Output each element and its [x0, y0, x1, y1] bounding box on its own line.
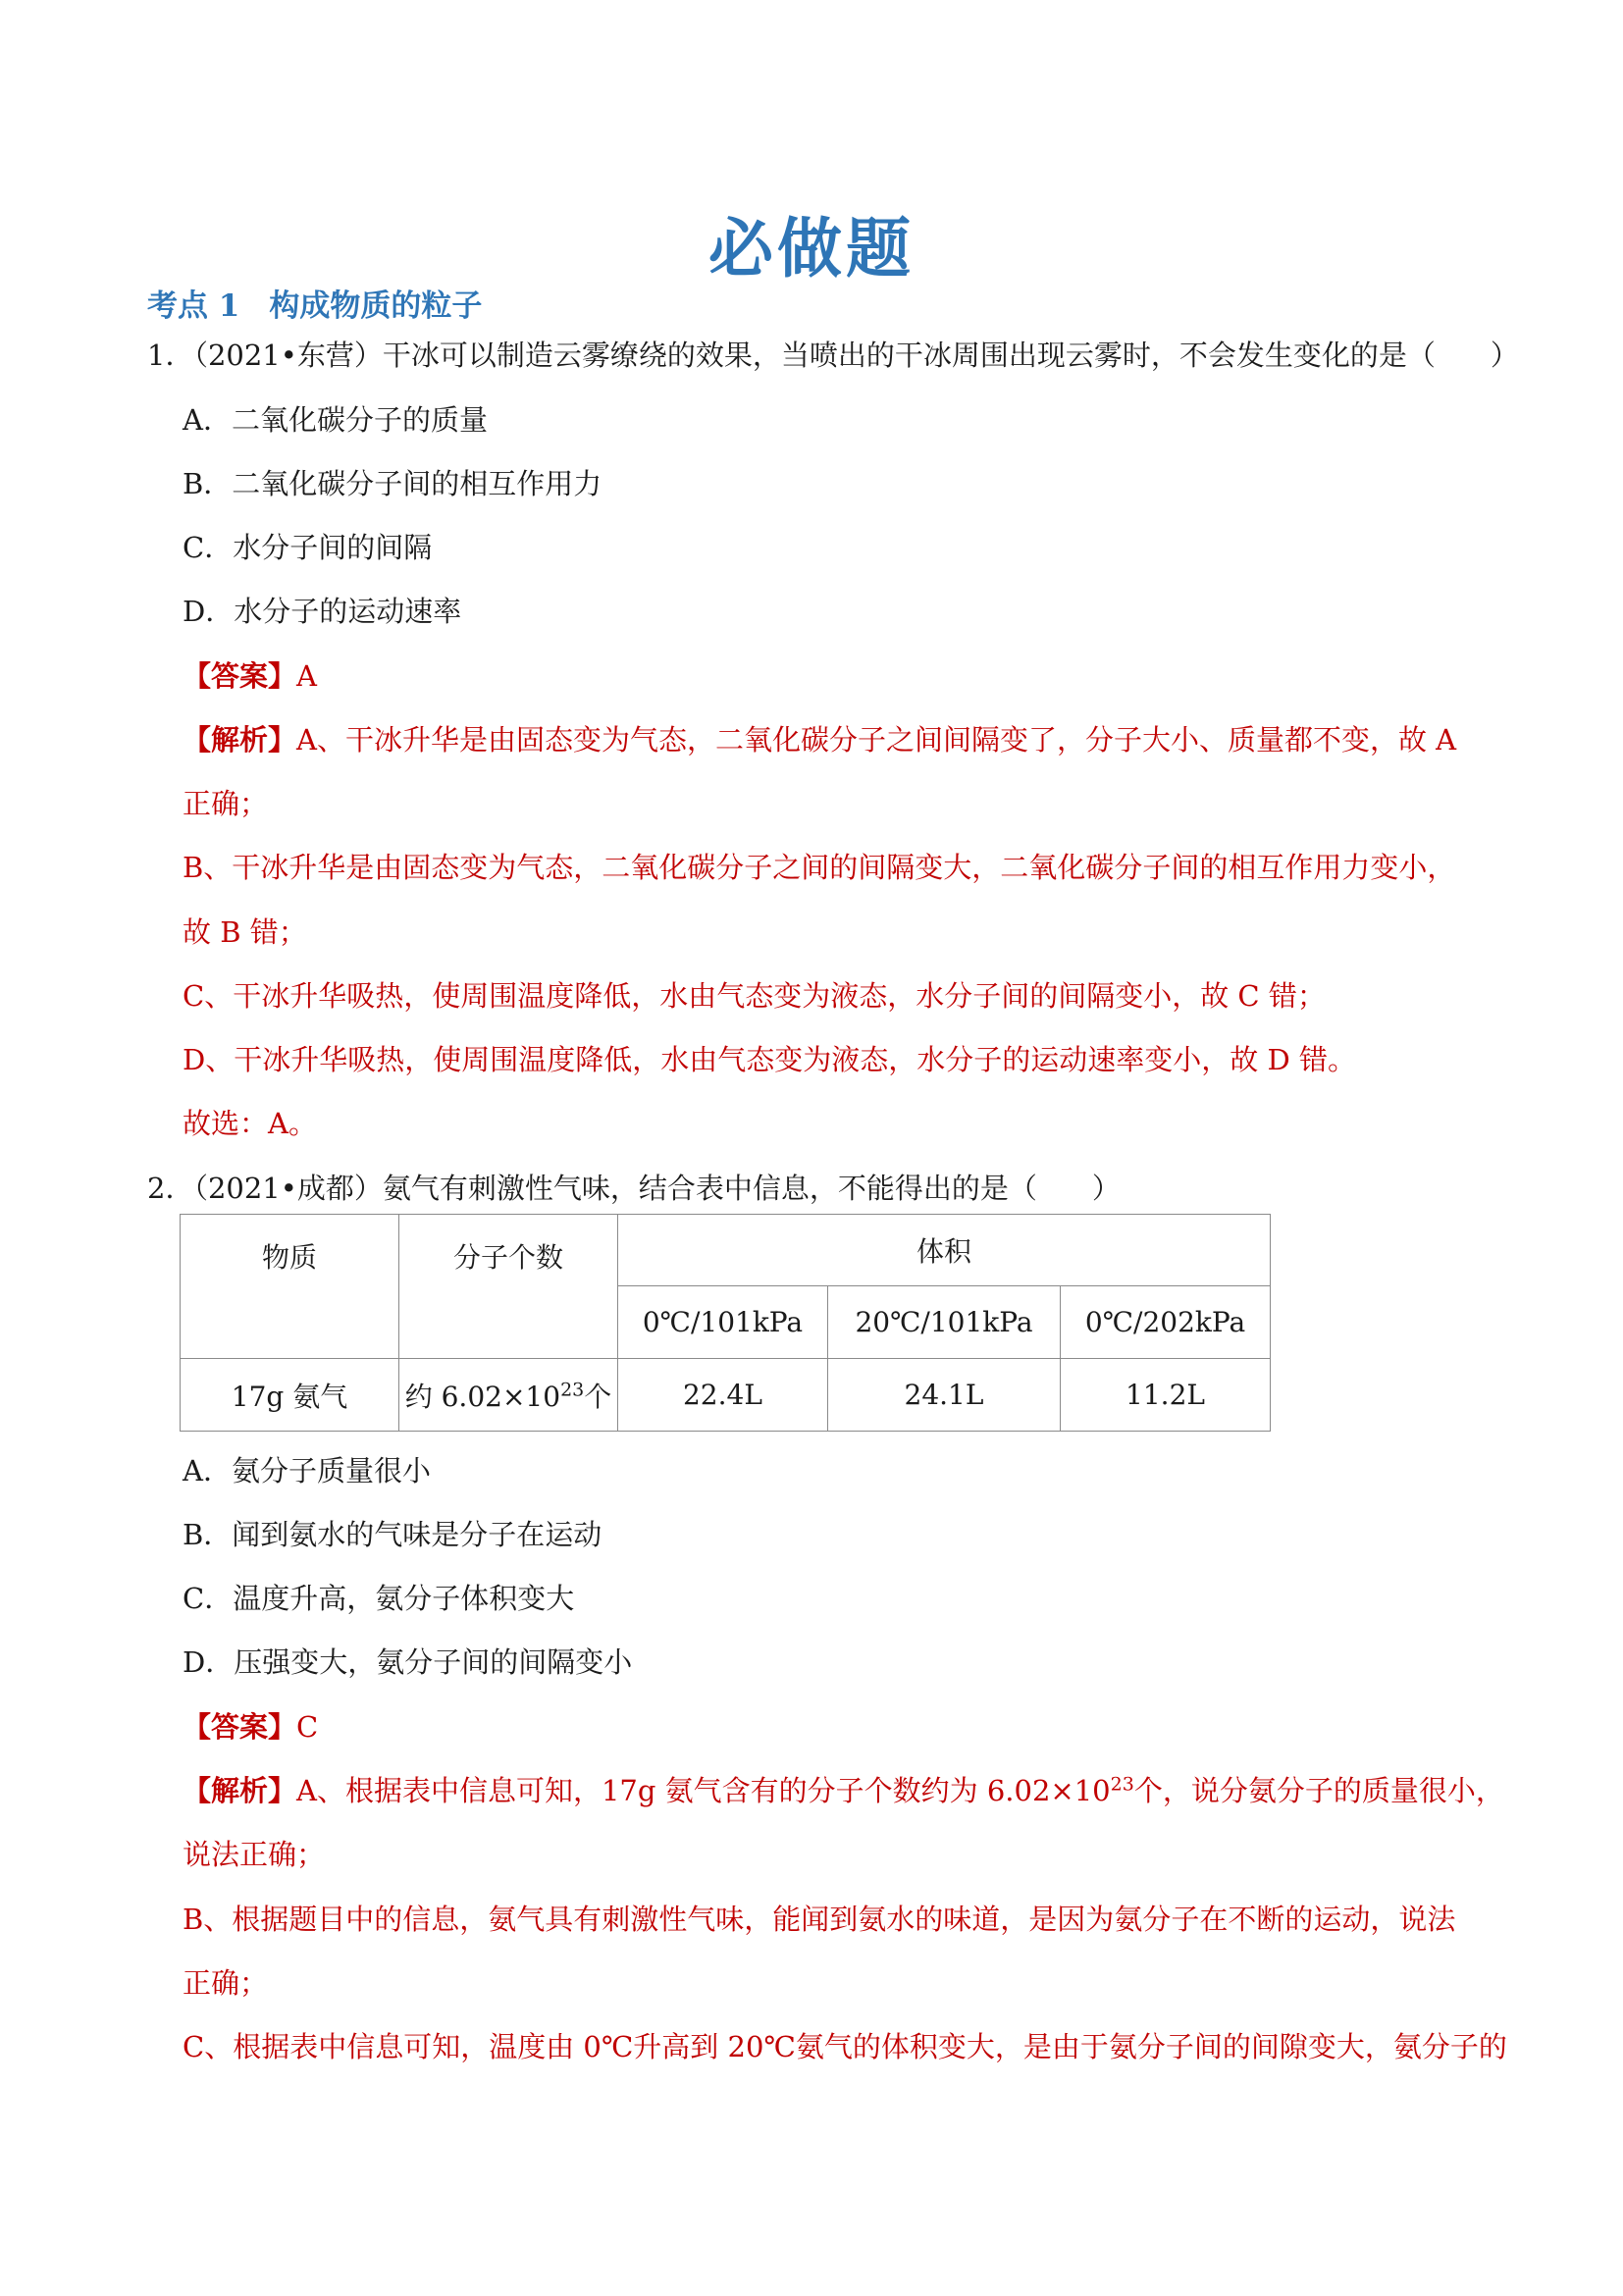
- table-cell-volume: 11.2L: [1061, 1359, 1271, 1432]
- q1-answer: 【答案】A: [183, 659, 317, 693]
- question-1-stem: 1．（2021•东营）干冰可以制造云雾缭绕的效果，当喷出的干冰周围出现云雾时，不会发生变化的是（ ）: [147, 339, 1519, 372]
- table-header: 分子个数: [399, 1215, 618, 1359]
- section-name: 构成物质的粒子: [269, 288, 483, 324]
- q1-option-b: B．二氧化碳分子间的相互作用力: [183, 467, 602, 500]
- q1-analysis-line: B、干冰升华是由固态变为气态，二氧化碳分子之间的间隔变大，二氧化碳分子间的相互作用力变小，: [183, 851, 1456, 884]
- table-header: 体积: [618, 1215, 1271, 1286]
- table-cell-count: 约 $6.02\times 10^{23}$个: [399, 1359, 618, 1432]
- q2-analysis-line: B、根据题目中的信息，氨气具有刺激性气味，能闻到氨水的味道，是因为氨分子在不断的运动，说法: [183, 1903, 1456, 1936]
- table-condition: 0℃/101kPa: [618, 1286, 828, 1359]
- q1-analysis-line: 正确；: [183, 787, 269, 820]
- q1-analysis-line: C、干冰升华吸热，使周围温度降低，水由气态变为液态，水分子间的间隔变小，故 C 错；: [183, 979, 1326, 1013]
- table-cell-substance: 17g 氨气: [181, 1359, 399, 1432]
- table-cell-volume: 22.4L: [618, 1359, 828, 1432]
- q2-analysis-line: 【解析】A、根据表中信息可知，17g 氨气含有的分子个数约为 $6.02\times 10^{23}$个，说分氨分子的质量很小，: [183, 1773, 1504, 1807]
- ammonia-data-table: [180, 1214, 1271, 1432]
- q2-analysis-line: 说法正确；: [183, 1838, 326, 1871]
- q2-option-b: B．闻到氨水的气味是分子在运动: [183, 1518, 602, 1551]
- q1-option-a: A．二氧化碳分子的质量: [183, 403, 488, 437]
- q1-option-c: C．水分子间的间隔: [183, 531, 433, 564]
- table-condition: 20℃/101kPa: [827, 1286, 1060, 1359]
- q1-analysis-line: 【解析】A、干冰升华是由固态变为气态，二氧化碳分子之间间隔变了，分子大小、质量都不变，故 A: [183, 723, 1457, 757]
- q2-analysis-line: C、根据表中信息可知，温度由 0℃升高到 20℃氨气的体积变大，是由于氨分子间的间隙变大，氨分子的: [183, 2030, 1507, 2063]
- q1-option-d: D．水分子的运动速率: [183, 595, 462, 628]
- q1-analysis-line: 故选：A。: [183, 1107, 317, 1140]
- q2-option-c: C．温度升高，氨分子体积变大: [183, 1582, 575, 1615]
- q1-analysis-line: D、干冰升华吸热，使周围温度降低，水由气态变为液态，水分子的运动速率变小，故 D 错。: [183, 1043, 1356, 1076]
- table-condition: 0℃/202kPa: [1061, 1286, 1271, 1359]
- table-header: 物质: [181, 1215, 399, 1359]
- q1-analysis-line: 故 B 错；: [183, 915, 307, 949]
- section-heading: [147, 281, 482, 325]
- q2-option-d: D．压强变大，氨分子间的间隔变小: [183, 1645, 633, 1679]
- q2-answer: 【答案】C: [183, 1710, 319, 1744]
- section-label: 考点 1: [147, 288, 240, 324]
- question-2-stem: 2．（2021•成都）氨气有刺激性气味，结合表中信息，不能得出的是（ ）: [147, 1172, 1121, 1205]
- table-cell-volume: 24.1L: [827, 1359, 1060, 1432]
- q2-analysis-line: 正确；: [183, 1966, 269, 2000]
- page-title: 必做题: [708, 210, 915, 287]
- q2-option-a: A．氨分子质量很小: [183, 1454, 431, 1487]
